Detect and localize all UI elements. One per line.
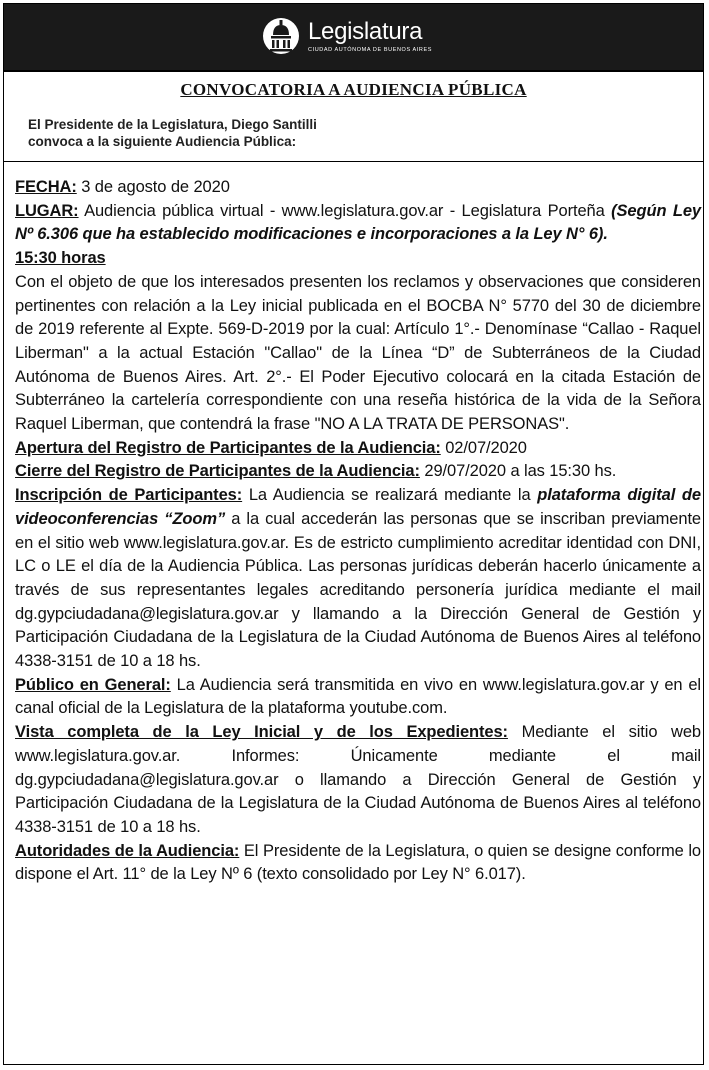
hora-row: [15, 247, 701, 271]
inscripcion-emphasis: plataforma digital de videoconferencias “Zoom”: [15, 486, 701, 528]
intro-line-2: convoca a la siguiente Audiencia Pública:: [28, 134, 297, 149]
inscripcion-row: [15, 484, 701, 674]
apertura-value: 02/07/2020: [440, 438, 527, 457]
lugar-row: [15, 200, 701, 247]
legislatura-logo: [262, 16, 432, 56]
vista-label: Vista completa de la Ley Inicial y de los Expedientes:: [15, 723, 508, 742]
logo-name: Legislatura: [308, 18, 423, 45]
autoridades-label: Autoridades de la Audiencia:: [15, 841, 240, 860]
logo-subtitle: CIUDAD AUTÓNOMA DE BUENOS AIRES: [308, 47, 433, 53]
apertura-label: Apertura del Registro de Participantes de la Audiencia:: [15, 438, 441, 457]
hora-label: 15:30 horas: [15, 249, 106, 268]
intro-block: [28, 116, 317, 150]
publico-label: Público en General:: [15, 675, 171, 694]
autoridades-row: [15, 840, 701, 887]
inscripcion-text-2: a la cual accederán las personas que se inscriban previamente en el sitio web www.legislatura.gov.ar. Es de estricto cumplimiento acreditar identidad con DNI, LC o LE el día de la Audiencia Pública. Las personas jurídicas deberán hacerlo únicamente a través de sus representantes legales acreditando personería jurídica mediante el mail dg.gypciudadana@legislatura.gov.ar y llamando a la Dirección General de Gestión y Participación Ciudadana de la Legislatura de la Ciudad Autónoma de Buenos Aires al teléfono 4338-3151 de 10 a 18 hs.: [15, 509, 702, 671]
objeto-paragraph: Con el objeto de que los interesados presenten los reclamos y observaciones que consideren pertinentes con relación a la Ley inicial publicada en el BOCBA N° 5770 del 30 de diciembre de 2019 referente al Expte. 569-D-2019 por la cual: Artículo 1°.- Denomínase “Callao - Raquel Liberman" a la actual Estación "Callao" de la Línea “D” de Subterráneos de la Ciudad Autónoma de Buenos Aires. Art. 2°.- El Poder Ejecutivo colocará en la citada Estación de Subterráneo la cartelería correspondiente con una reseña histórica de la vida de la Señora Raquel Liberman, que contendrá la frase "NO A LA TRATA DE PERSONAS".: [15, 272, 701, 434]
inscripcion-label: Inscripción de Participantes:: [15, 486, 243, 505]
publico-value: La Audiencia será transmitida en vivo en www.legislatura.gov.ar y en el canal oficial de la Legislatura de la plataforma youtube.com.: [15, 675, 701, 718]
notice-frame: [3, 3, 704, 1065]
page-title: CONVOCATORIA A AUDIENCIA PÚBLICA: [180, 80, 527, 99]
lugar-note: (Según Ley Nº 6.306 que ha establecido modificaciones e incorporaciones a la Ley N° 6).: [15, 201, 701, 244]
divider: [4, 161, 703, 162]
fecha-row: [15, 176, 701, 200]
inscripcion-text-1: La Audiencia se realizará mediante la: [242, 486, 538, 505]
cierre-row: [15, 460, 701, 484]
intro-line-1: El Presidente de la Legislatura, Diego Santilli: [28, 117, 317, 132]
vista-row: [15, 721, 701, 840]
notice-body: [15, 176, 701, 887]
legislature-dome-icon: [262, 16, 300, 56]
vista-value: Mediante el sitio web www.legislatura.gov.ar. Informes: Únicamente mediante el mail dg.gypciudadana@legislatura.gov.ar o llamando a Dirección General de Gestión y Participación Ciudadana de la Legislatura de la Ciudad Autónoma de Buenos Aires al teléfono 4338-3151 de 10 a 18 hs.: [15, 723, 702, 836]
lugar-label: LUGAR:: [15, 201, 79, 220]
autoridades-value: El Presidente de la Legislatura, o quien se designe conforme lo dispone el Art. 11° de la Ley Nº 6 (texto consolidado por Ley N° 6.017).: [15, 841, 701, 884]
header-banner: [4, 4, 703, 72]
apertura-row: [15, 437, 701, 461]
fecha-label: FECHA:: [15, 178, 77, 196]
lugar-value: Audiencia pública virtual - www.legislatura.gov.ar - Legislatura Porteña: [78, 201, 612, 220]
publico-row: [15, 674, 701, 721]
fecha-value: 3 de agosto de 2020: [76, 178, 230, 196]
cierre-value: 29/07/2020 a las 15:30 hs.: [419, 462, 617, 481]
cierre-label: Cierre del Registro de Participantes de la Audiencia:: [15, 462, 420, 481]
